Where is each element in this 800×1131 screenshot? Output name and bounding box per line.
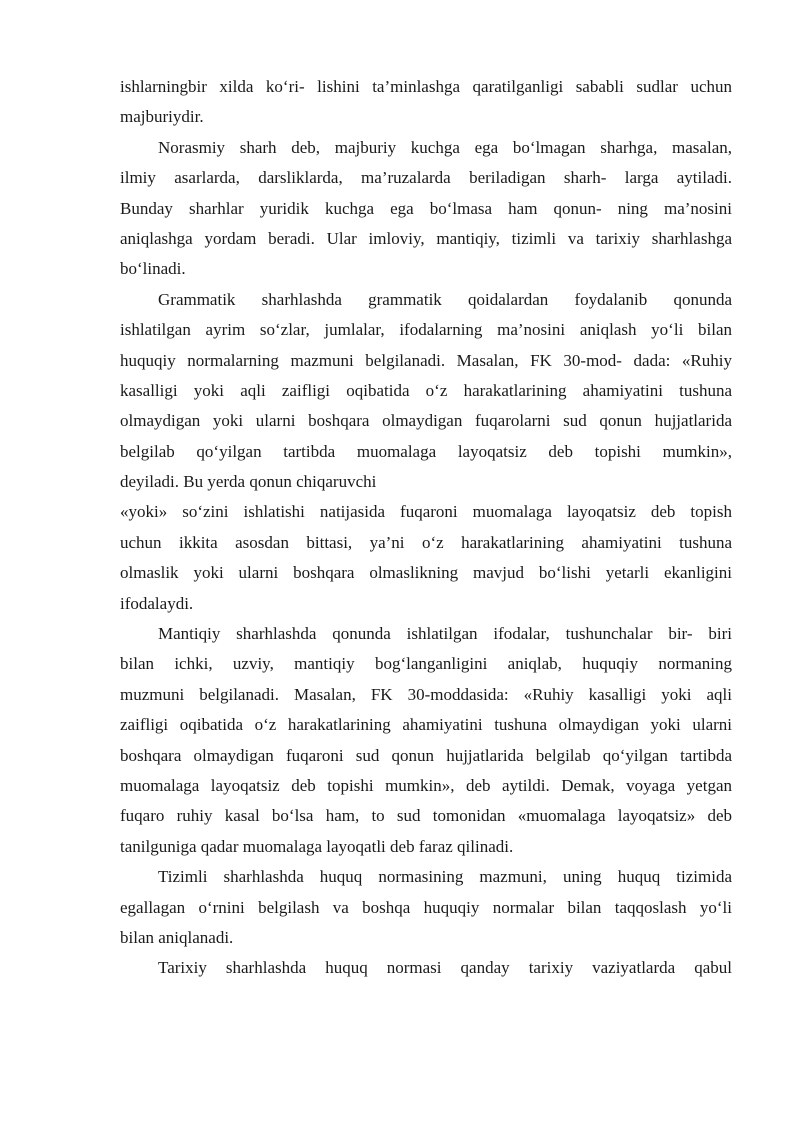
text-line: fuqaro ruhiy kasal bo‘lsa ham, to sud tomonidan «muomalaga layoqatsiz» deb <box>120 806 732 826</box>
text-line: muzmuni belgilanadi. Masalan, FK 30-moddasida: «Ruhiy kasalligi yoki aqli <box>120 684 732 704</box>
text-line: ilmiy asarlarda, darsliklarda, ma’ruzalarda beriladigan sharh- larga aytiladi. <box>120 168 732 188</box>
text-line: egallagan o‘rnini belgilash va boshqa huquqiy normalar bilan taqqoslash yo‘li <box>120 897 732 917</box>
text-line: ishlatilgan ayrim so‘zlar, jumlalar, ifodalarning ma’nosini aniqlash yo‘li bilan <box>120 320 732 340</box>
text-line: Norasmiy sharh deb, majburiy kuchga ega bo‘lmagan sharhga, masalan, <box>158 137 732 157</box>
text-line: deyiladi. Bu yerda qonun chiqaruvchi <box>120 472 377 492</box>
text-line: muomalaga layoqatsiz deb topishi mumkin», deb aytildi. Demak, voyaga yetgan <box>120 775 732 795</box>
text-line: «yoki» so‘zini ishlatishi natijasida fuqaroni muomalaga layoqatsiz deb topish <box>120 502 732 522</box>
text-line: uchun ikkita asosdan bittasi, ya’ni o‘z harakatlarining ahamiyatini tushuna <box>120 532 732 552</box>
text-line: zaifligi oqibatida o‘z harakatlarining ahamiyatini tushuna olmaydigan yoki ularni <box>120 715 732 735</box>
text-line: kasalligi yoki aqli zaifligi oqibatida o‘z harakatlarining ahamiyatini tushuna <box>120 380 732 400</box>
text-line: aniqlashga yordam beradi. Ular imloviy, mantiqiy, tizimli va tarixiy sharhlashga <box>120 228 732 248</box>
text-line: bilan ichki, uzviy, mantiqiy bog‘langanligini aniqlab, huquqiy normaning <box>120 654 732 674</box>
text-line: boshqara olmaydigan fuqaroni sud qonun hujjatlarida belgilab qo‘yilgan tartibda <box>120 745 732 765</box>
text-line: Grammatik sharhlashda grammatik qoidalardan foydalanib qonunda <box>158 289 732 309</box>
text-line: Mantiqiy sharhlashda qonunda ishlatilgan ifodalar, tushunchalar bir- biri <box>158 624 732 644</box>
text-line: Tarixiy sharhlashda huquq normasi qanday tarixiy vaziyatlarda qabul <box>158 958 732 978</box>
text-line: belgilab qo‘yilgan tartibda muomalaga layoqatsiz deb topishi mumkin», <box>120 441 732 461</box>
text-line: Tizimli sharhlashda huquq normasining mazmuni, uning huquq tizimida <box>158 867 732 887</box>
text-line: olmaydigan yoki ularni boshqara olmaydigan fuqarolarni sud qonun hujjatlarida <box>120 411 732 431</box>
document-page <box>120 72 732 984</box>
text-line: Bunday sharhlar yuridik kuchga ega bo‘lmasa ham qonun- ning ma’nosini <box>120 198 732 218</box>
text-line: ishlarningbir xilda ko‘ri- lishini ta’minlashga qaratilganligi sababli sudlar uchun <box>120 77 732 96</box>
text-line: tanilguniga qadar muomalaga layoqatli deb faraz qilinadi. <box>120 836 514 856</box>
text-line: olmaslik yoki ularni boshqara olmaslikning mavjud bo‘lishi yetarli ekanligini <box>120 563 732 583</box>
text-line: majburiydir. <box>120 107 204 127</box>
text-line: bo‘linadi. <box>120 259 186 279</box>
text-line: bilan aniqlanadi. <box>120 927 234 947</box>
text-line: huquqiy normalarning mazmuni belgilanadi. Masalan, FK 30-mod- dada: «Ruhiy <box>120 350 732 370</box>
text-line: ifodalaydi. <box>120 593 194 613</box>
